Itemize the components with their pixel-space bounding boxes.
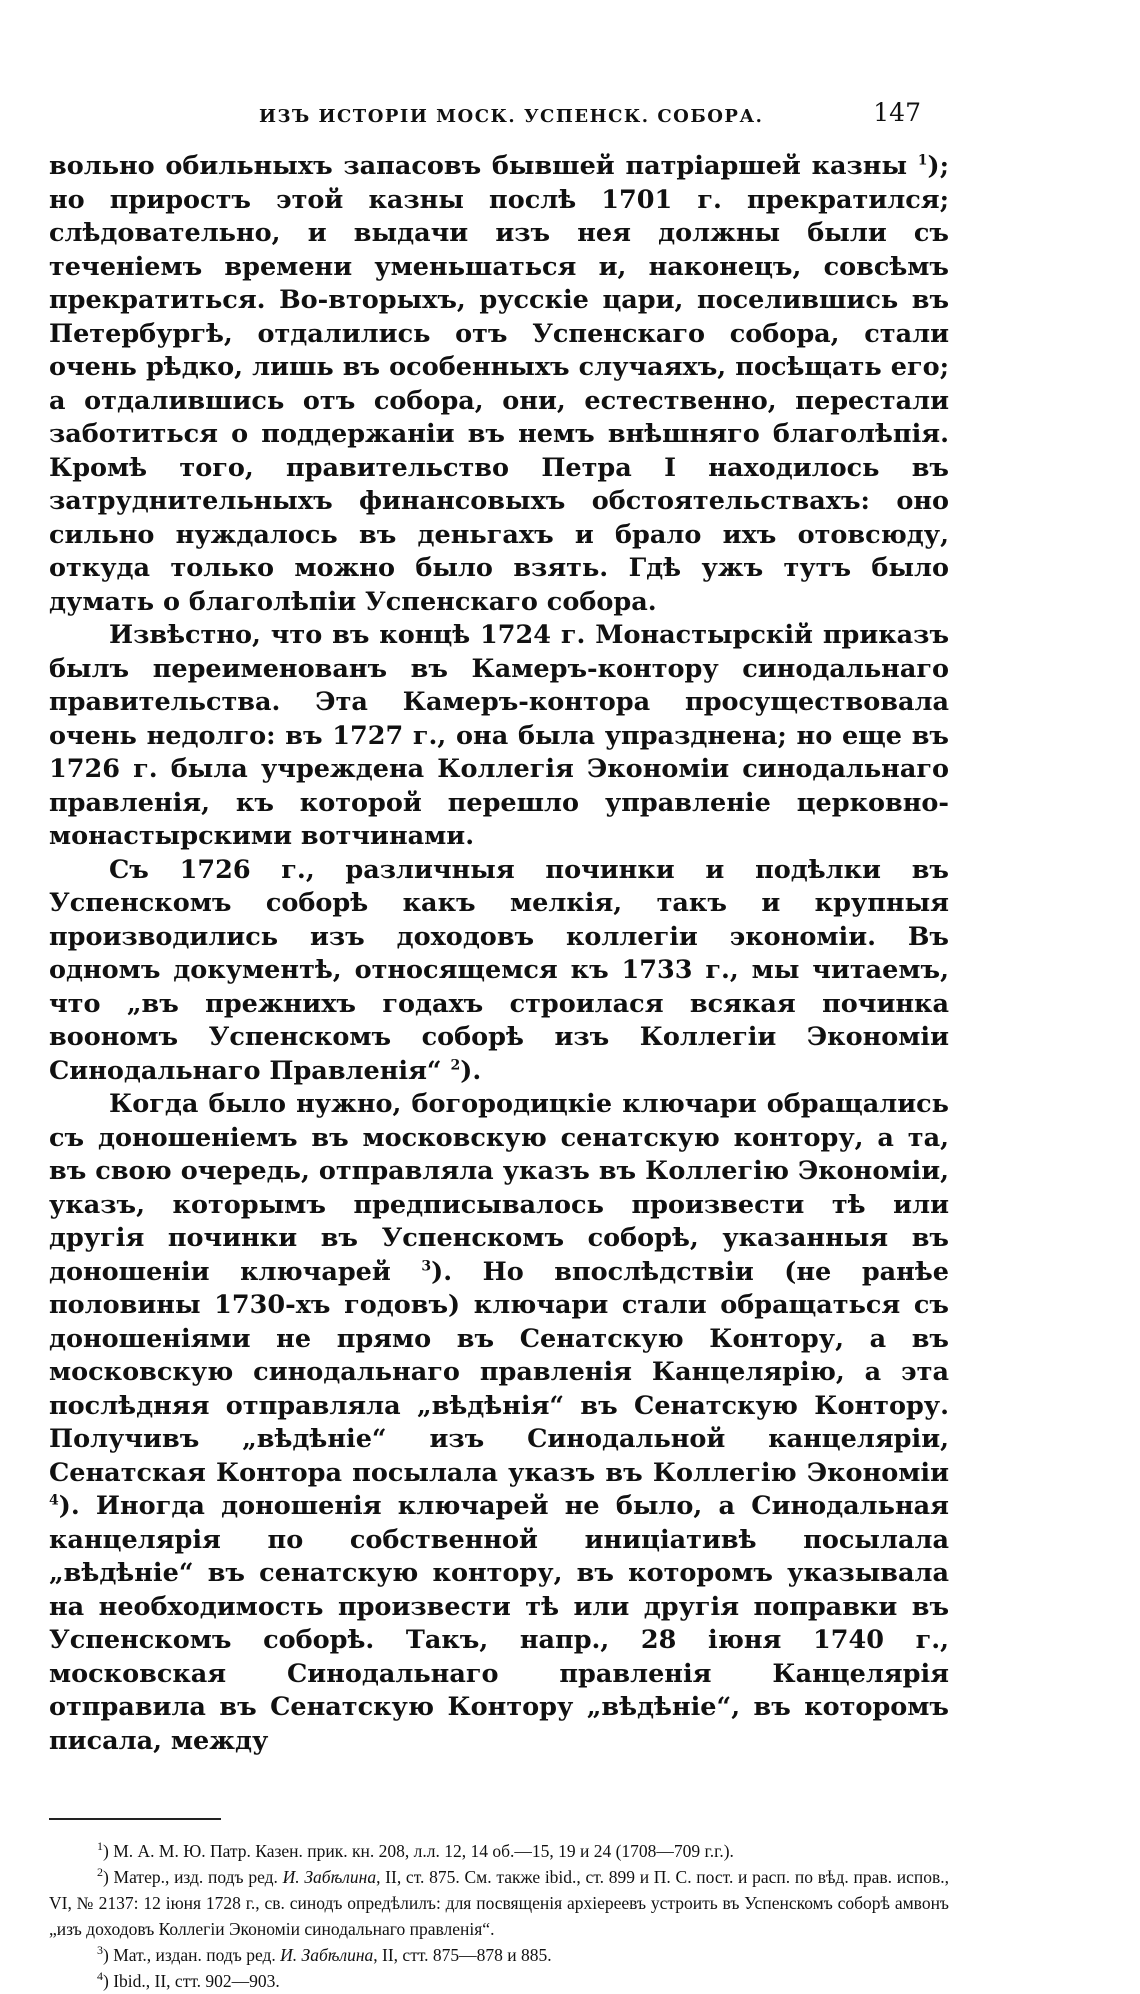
footnote-ref-2: 2 bbox=[450, 1057, 461, 1073]
paragraph-3-start: Съ 1726 г., различныя починки и подѣлки въ Успенскомъ соборѣ какъ мелкія, такъ и крупныя производились изъ доходовъ коллегіи экономіи. Въ одномъ документѣ, относящемся къ 1733 г., мы читаемъ, что „въ прежнихъ годахъ строилася всякая починка воономъ Успенскомъ соборѣ изъ Коллегіи Экономіи Синодальнаго Правленія“ bbox=[49, 854, 949, 1086]
paragraph-4-end: ). Иногда доношенія ключарей не было, а Синодальная канцелярія по собственной иниціативѣ посылала „вѣдѣніе“ въ сенатскую контору, въ которомъ указывала на необходимость произвести тѣ или другія поправки въ Успенскомъ соборѣ. Такъ, напр., 28 іюня 1740 г., московская Синодальнаго правленія Канцелярія отправила въ Сенатскую Контору „вѣдѣніе“, въ которомъ писала, между bbox=[49, 1491, 949, 1756]
footnote-4 bbox=[49, 1968, 949, 1994]
footnote-2-text-b: , II, ст. 875. См. также ibid., ст. 899 и П. С. пост. и расп. по вѣд. прав. испов., VI, № 2137: 12 іюня 1728 г., св. синодъ опредѣлилъ: для посвященія архіереевъ устроить въ Успенскомъ соборѣ амвонъ „изъ доходовъ Коллегіи Экономіи синодальнаго правленія“. bbox=[49, 1867, 949, 1939]
footnote-3-text-a: ) Мат., издан. подъ ред. bbox=[103, 1945, 281, 1965]
footnote-2 bbox=[49, 1864, 949, 1942]
page-header bbox=[49, 80, 949, 140]
footnote-3-mark: 3 bbox=[97, 1943, 103, 1958]
footnotes bbox=[49, 1838, 949, 1994]
paragraph-1-start: вольно обильныхъ запасовъ бывшей патріаршей казны bbox=[49, 151, 908, 181]
paragraph-1-rest: ); но приростъ этой казны послѣ 1701 г. прекратился; слѣдовательно, и выдачи изъ нея должны были съ теченіемъ времени уменьшаться и, наконецъ, совсѣмъ прекратиться. Во-вторыхъ, русскіе цари, поселившись въ Петербургѣ, отдалились отъ Успенскаго собора, стали очень рѣдко, лишь въ особенныхъ случаяхъ, посѣщать его; а отдалившись отъ собора, они, естественно, перестали заботиться о поддержаніи въ немъ внѣшняго благолѣпія. Кромѣ того, правительство Петра I находилось въ затруднительныхъ финансовыхъ обстоятельствахъ: оно сильно нуждалось въ деньгахъ и брало ихъ отовсюду, откуда только можно было взять. Гдѣ ужъ тутъ было думать о благолѣпіи Успенскаго собора. bbox=[49, 151, 949, 617]
footnote-1-text: ) М. А. М. Ю. Патр. Казен. прик. кн. 208, л.л. 12, 14 об.—15, 19 и 24 (1708—709 г.г.). bbox=[103, 1841, 734, 1861]
footnote-2-editor: И. Забѣлина bbox=[282, 1867, 377, 1887]
footnote-ref-1: 1 bbox=[917, 152, 928, 169]
footnote-ref-4: 4 bbox=[49, 1492, 59, 1509]
footnote-4-text: ) Ibid., II, стт. 902—903. bbox=[103, 1971, 280, 1991]
footnote-2-mark: 2 bbox=[97, 1865, 103, 1880]
footnote-2-text-a: ) Матер., изд. подъ ред. bbox=[103, 1867, 283, 1887]
paragraph-4-middle: ). Но впослѣдствіи (не ранѣе половины 1730-хъ годовъ) ключари стали обращаться съ доношеніями не прямо въ Сенатскую Контору, а въ московскую синодальнаго правленія Канцелярію, а эта послѣдняя отправляла „вѣдѣнія“ въ Сенатскую Контору. Получивъ „вѣдѣніе“ изъ Синодальной канцеляріи, Сенатская Контора посылала указъ въ Коллегію Экономіи bbox=[49, 1256, 949, 1488]
footnote-1 bbox=[49, 1838, 949, 1864]
footnote-3-editor: И. Забѣлина bbox=[280, 1945, 374, 1965]
footnote-1-mark: 1 bbox=[97, 1839, 103, 1854]
footnote-ref-3: 3 bbox=[421, 1258, 432, 1274]
main-text bbox=[49, 150, 949, 1758]
paragraph-1 bbox=[49, 150, 949, 619]
running-head: ИЗЪ ИСТОРІИ МОСК. УСПЕНСК. СОБОРА. bbox=[259, 106, 764, 127]
footnote-divider bbox=[49, 1818, 221, 1820]
footnote-4-mark: 4 bbox=[97, 1969, 103, 1984]
page-number: 147 bbox=[873, 98, 921, 127]
paragraph-3-end: ). bbox=[460, 1055, 482, 1086]
footnote-3 bbox=[49, 1942, 949, 1968]
book-page bbox=[49, 80, 949, 1994]
paragraph-2: Извѣстно, что въ концѣ 1724 г. Монастырскій приказъ былъ переименованъ въ Камеръ-контору синодальнаго правительства. Эта Камеръ-контора просуществовала очень недолго: въ 1727 г., она была упразднена; но еще въ 1726 г. была учреждена Коллегія Экономіи синодальнаго правленія, къ которой перешло управленіе церковно-монастырскими вотчинами. bbox=[49, 620, 949, 851]
paragraph-4 bbox=[49, 1088, 949, 1758]
footnote-3-text-b: , II, стт. 875—878 и 885. bbox=[373, 1945, 552, 1965]
paragraph-4-start: Когда было нужно, богородицкіе ключари обращались съ доношеніемъ въ московскую сенатскую контору, а та, въ свою очередь, отправляла указъ въ Коллегію Экономіи, указъ, которымъ предписывалось произвести тѣ или другія починки въ Успенскомъ соборѣ, указанныя въ доношеніи ключарей bbox=[49, 1089, 949, 1287]
paragraph-3 bbox=[49, 854, 949, 1089]
